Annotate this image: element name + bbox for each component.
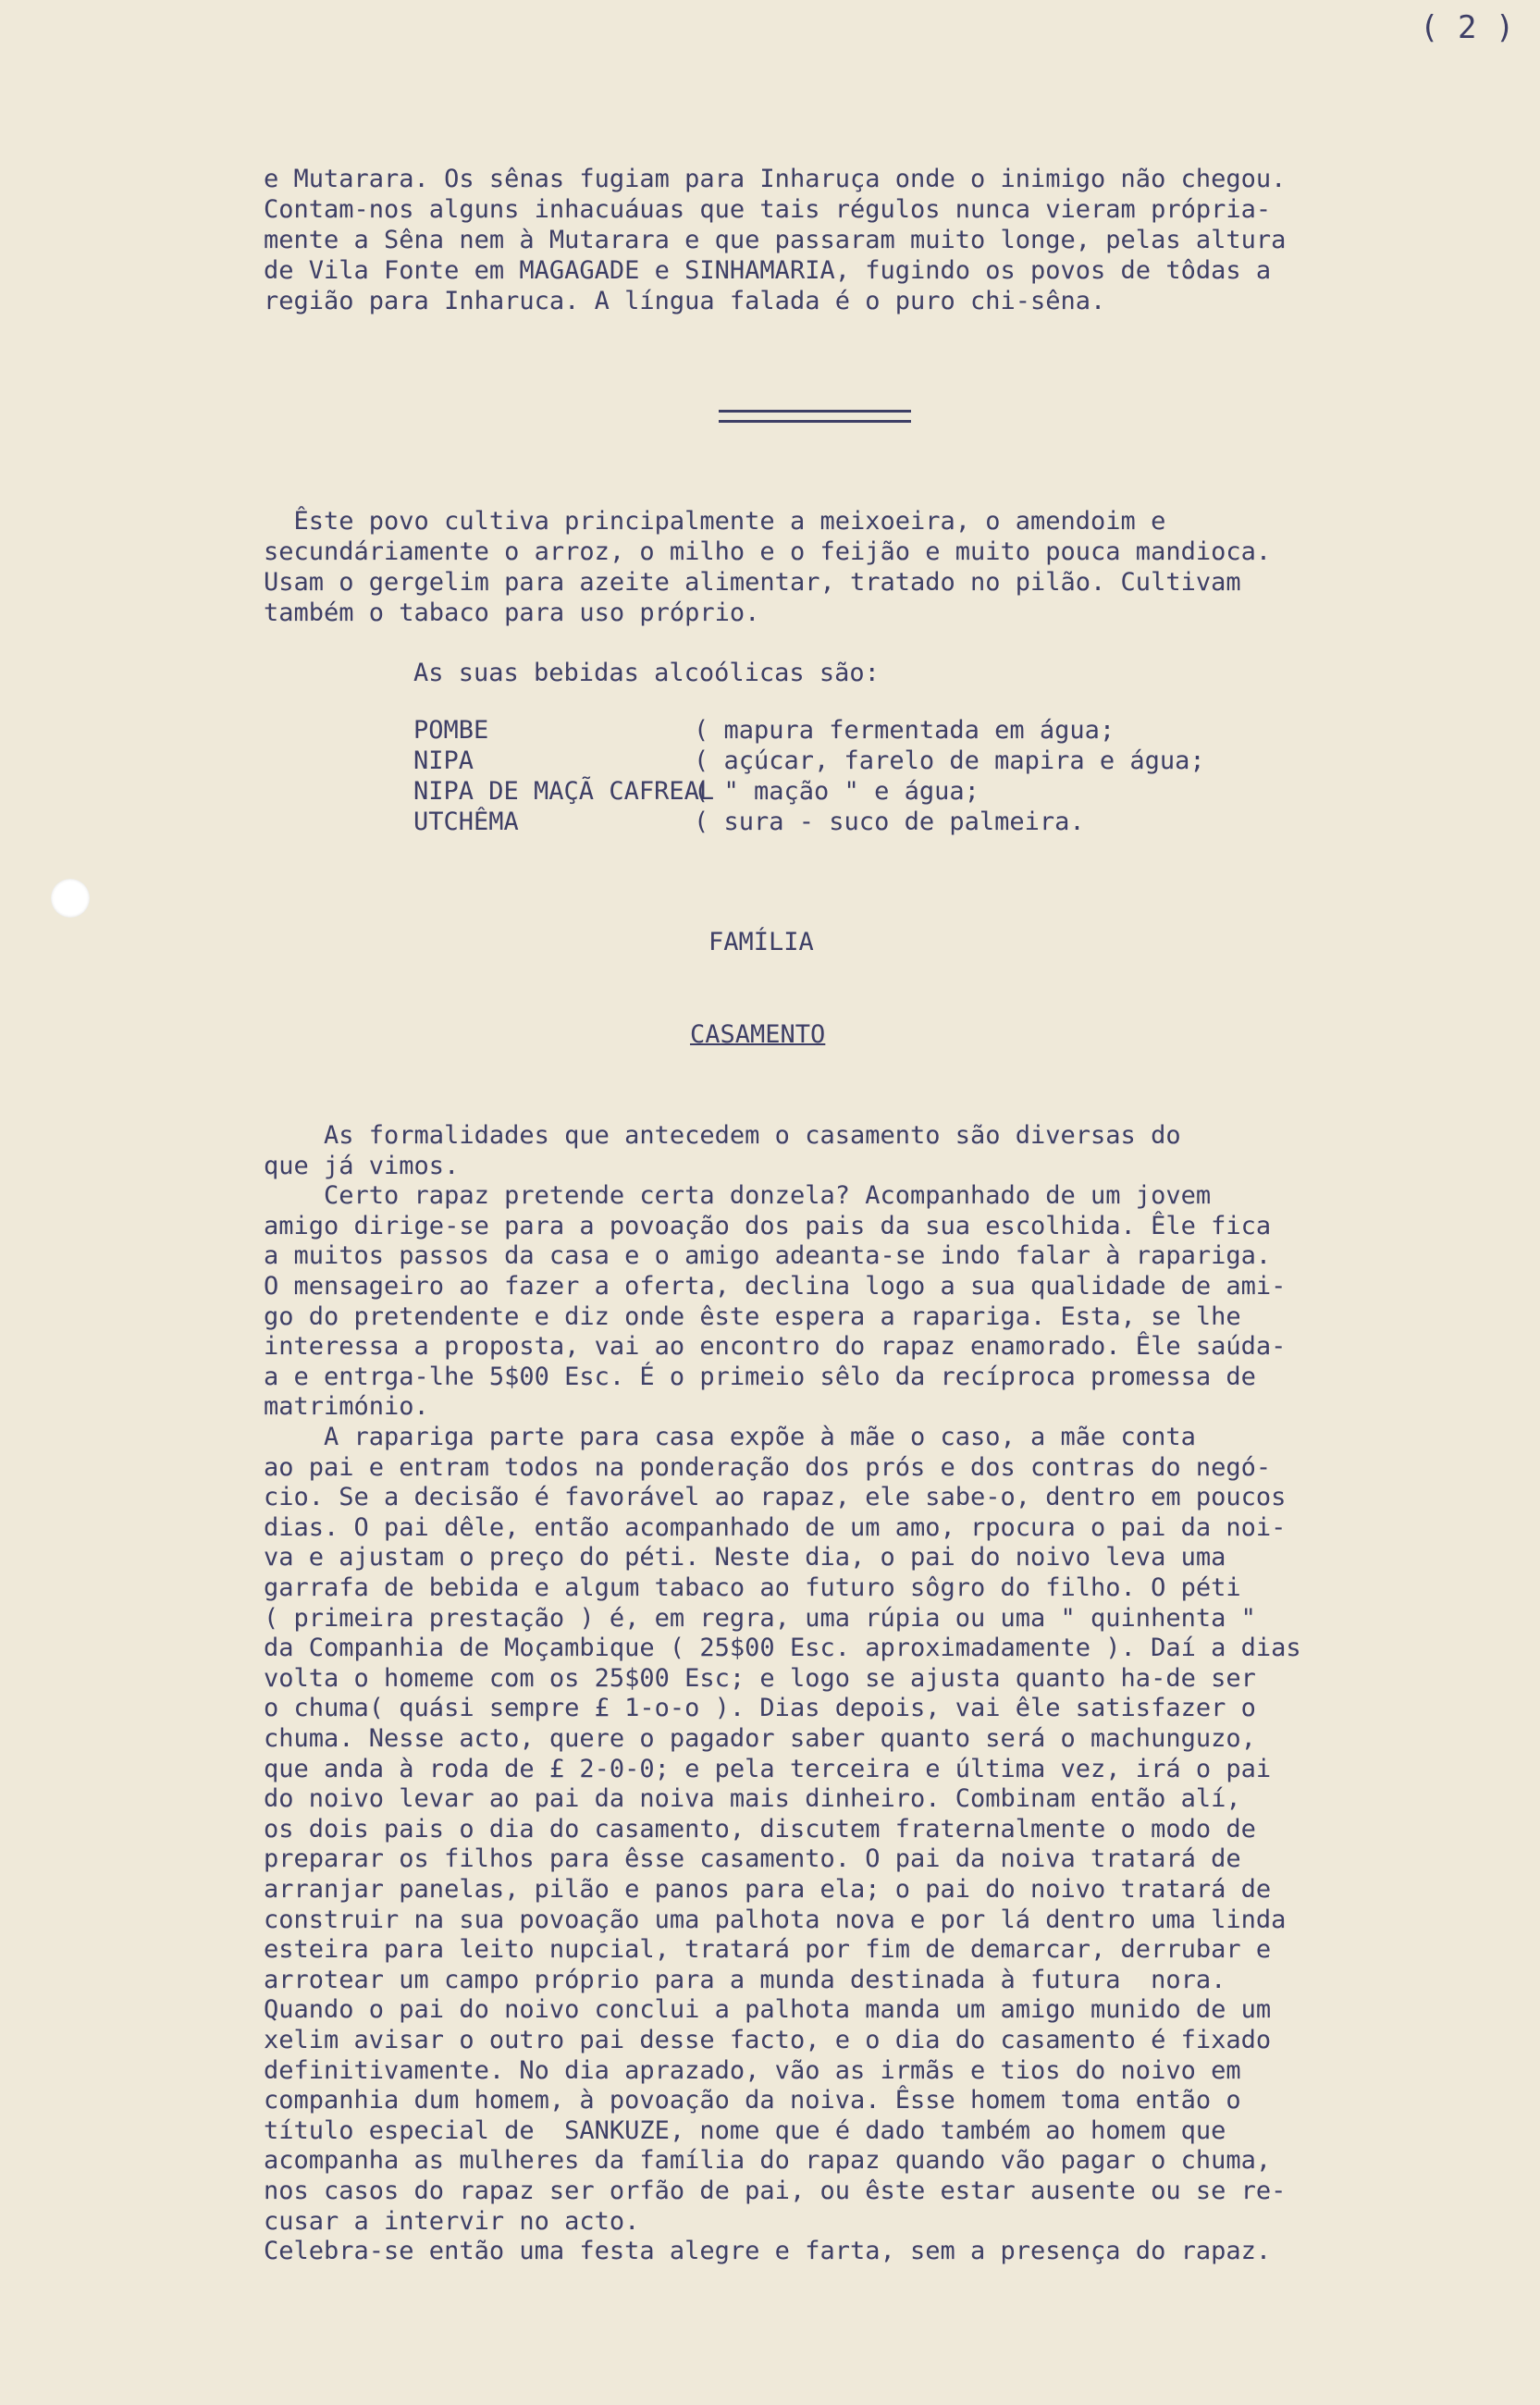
beverages-intro: As suas bebidas alcoólicas são: — [413, 659, 880, 687]
beverage-description: ( " mação " e água; — [694, 777, 979, 806]
body-line: título especial de SANKUZE, nome que é dado também ao homem que — [264, 2115, 1226, 2145]
agri-line: também o tabaco para uso próprio. — [264, 598, 760, 627]
agri-line: Êste povo cultiva principalmente a meixoeira, o amendoim e — [264, 507, 1166, 536]
intro-line: Contam-nos alguns inhacuáuas que tais régulos nunca vieram própria- — [264, 195, 1272, 224]
body-line: volta o homeme com os 25$00 Esc; e logo se ajusta quanto ha-de ser — [264, 1663, 1256, 1693]
body-line: garrafa de bebida e algum tabaco ao futuro sôgro do filho. O péti — [264, 1573, 1241, 1602]
body-line: cusar a intervir no acto. — [264, 2206, 640, 2236]
body-line: companhia dum homem, à povoação da noiva. Êsse homem toma então o — [264, 2086, 1241, 2115]
intro-line: de Vila Fonte em MAGAGADE e SINHAMARIA, fugindo os povos de tôdas a — [264, 256, 1272, 285]
body-line: cio. Se a decisão é favorável ao rapaz, ele sabe-o, dentro em poucos — [264, 1483, 1287, 1512]
beverage-name: NIPA DE MAÇÃ CAFREAL — [413, 777, 715, 806]
body-line: a muitos passos da casa e o amigo adeanta-se indo falar à rapariga. — [264, 1241, 1272, 1271]
body-line: ao pai e entram todos na ponderação dos prós e dos contras do negó- — [264, 1452, 1272, 1482]
intro-line: região para Inharuca. A língua falada é o puro chi-sêna. — [264, 287, 1106, 315]
body-line: arranjar panelas, pilão e panos para ela; o pai do noivo tratará de — [264, 1875, 1272, 1904]
body-line: interessa a proposta, vai ao encontro do rapaz enamorado. Êle saúda- — [264, 1332, 1287, 1362]
beverage-description: ( sura - suco de palmeira. — [694, 808, 1085, 836]
intro-line: e Mutarara. Os sênas fugiam para Inharuça onde o inimigo não chegou. — [264, 165, 1287, 193]
agri-line: Usam o gergelim para azeite alimentar, tratado no pilão. Cultivam — [264, 568, 1241, 597]
body-line: o chuma( quási sempre £ 1-o-o ). Dias depois, vai êle satisfazer o — [264, 1694, 1256, 1723]
body-line: do noivo levar ao pai da noiva mais dinheiro. Combinam então alí, — [264, 1784, 1241, 1814]
body-line: ( primeira prestação ) é, em regra, uma rúpia ou uma " quinhenta " — [264, 1603, 1256, 1633]
body-line: As formalidades que antecedem o casamento são diversas do — [264, 1121, 1181, 1150]
body-line: esteira para leito nupcial, tratará por fim de demarcar, derrubar e — [264, 1935, 1272, 1965]
body-line: Quando o pai do noivo conclui a palhota manda um amigo munido de um — [264, 1995, 1272, 2025]
body-line: amigo dirige-se para a povoação dos pais da sua escolhida. Êle fica — [264, 1211, 1272, 1240]
beverage-description: ( açúcar, farelo de mapira e água; — [694, 746, 1205, 775]
section-divider — [719, 410, 911, 423]
body-line: preparar os filhos para êsse casamento. O pai da noiva tratará de — [264, 1844, 1241, 1874]
body-line: os dois pais o dia do casamento, discutem fraternalmente o modo de — [264, 1814, 1256, 1844]
body-line: xelim avisar o outro pai desse facto, e o dia do casamento é fixado — [264, 2026, 1272, 2054]
beverage-description: ( mapura fermentada em água; — [694, 716, 1115, 745]
body-line: que já vimos. — [264, 1151, 460, 1180]
body-line: go do pretendente e diz onde êste espera a rapariga. Esta, se lhe — [264, 1301, 1241, 1331]
body-line: arrotear um campo próprio para a munda destinada à futura nora. — [264, 1965, 1226, 1994]
heading-casamento: CASAMENTO — [690, 1020, 826, 1049]
body-line: acompanha as mulheres da família do rapaz quando vão pagar o chuma, — [264, 2146, 1272, 2176]
body-line: definitivamente. No dia aprazado, vão as irmãs e tios do noivo em — [264, 2055, 1241, 2085]
page-number: ( 2 ) — [1420, 9, 1515, 46]
body-line: A rapariga parte para casa expõe à mãe o caso, a mãe conta — [264, 1423, 1196, 1451]
body-line: da Companhia de Moçambique ( 25$00 Esc. aproximadamente ). Daí a dias — [264, 1634, 1301, 1663]
beverage-name: POMBE — [413, 716, 489, 745]
body-line: construir na sua povoação uma palhota nova e por lá dentro uma linda — [264, 1905, 1287, 1934]
punch-hole — [51, 879, 90, 918]
body-line: nos casos do rapaz ser orfão de pai, ou êste estar ausente ou se re- — [264, 2177, 1287, 2205]
body-line: que anda à roda de £ 2-0-0; e pela terceira e última vez, irá o pai — [264, 1754, 1272, 1783]
beverage-name: NIPA — [413, 746, 474, 775]
body-line: a e entrga-lhe 5$00 Esc. É o primeio sêlo da recíproca promessa de — [264, 1362, 1256, 1391]
intro-line: mente a Sêna nem à Mutarara e que passaram muito longe, pelas altura — [264, 226, 1287, 254]
agri-line: secundáriamente o arroz, o milho e o feijão e muito pouca mandioca. — [264, 537, 1272, 566]
body-line: Certo rapaz pretende certa donzela? Acompanhado de um jovem — [264, 1181, 1212, 1211]
body-line: O mensageiro ao fazer a oferta, declina logo a sua qualidade de ami- — [264, 1272, 1287, 1301]
heading-familia: FAMÍLIA — [708, 928, 814, 956]
body-line: matrimónio. — [264, 1392, 429, 1422]
body-line: dias. O pai dêle, então acompanhado de um amo, rpocura o pai da noi- — [264, 1512, 1287, 1542]
body-line: va e ajustam o preço do péti. Neste dia, o pai do noivo leva uma — [264, 1543, 1226, 1572]
body-line: chuma. Nesse acto, quere o pagador saber quanto será o machunguzo, — [264, 1724, 1256, 1753]
body-line: Celebra-se então uma festa alegre e farta, sem a presença do rapaz. — [264, 2237, 1272, 2266]
beverage-name: UTCHÊMA — [413, 808, 519, 836]
